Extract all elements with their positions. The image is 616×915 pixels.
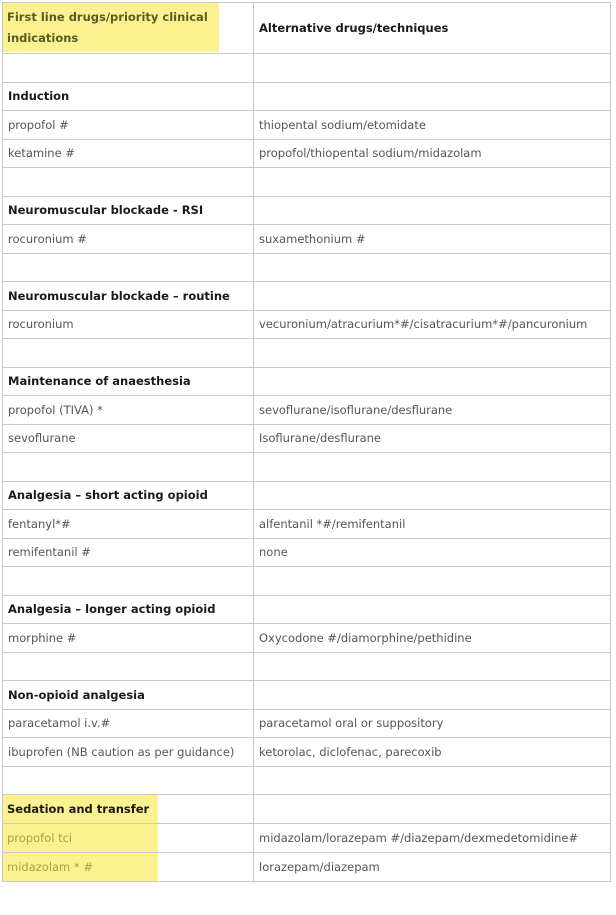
table-row [3, 225, 611, 254]
section-row [3, 82, 611, 111]
spacer-row [3, 567, 611, 596]
first-line-cell [3, 168, 254, 197]
alternative-cell: propofol/thiopental sodium/midazolam [254, 139, 611, 168]
first-line-cell: sevoflurane [3, 424, 254, 453]
alternative-cell [254, 766, 611, 795]
alternative-cell [254, 795, 611, 824]
alternative-cell [254, 453, 611, 482]
spacer-row [3, 652, 611, 681]
first-line-cell: ibuprofen (NB caution as per guidance) [3, 738, 254, 767]
alternative-cell [254, 681, 611, 710]
table-header-row [3, 3, 611, 54]
header-alternatives: Alternative drugs/techniques [254, 3, 611, 54]
table-row [3, 139, 611, 168]
drug-table [2, 2, 611, 882]
first-line-cell [3, 54, 254, 83]
first-line-cell: Maintenance of anaesthesia [3, 367, 254, 396]
first-line-cell: rocuronium [3, 310, 254, 339]
alternative-cell [254, 253, 611, 282]
alternative-cell: lorazepam/diazepam [254, 853, 611, 882]
spacer-row [3, 54, 611, 83]
first-line-cell: Induction [3, 82, 254, 111]
section-row [3, 595, 611, 624]
spacer-row [3, 766, 611, 795]
spacer-row [3, 168, 611, 197]
alternative-cell [254, 339, 611, 368]
table-row [3, 424, 611, 453]
first-line-cell: Analgesia – longer acting opioid [3, 595, 254, 624]
first-line-cell: fentanyl*# [3, 510, 254, 539]
table-row [3, 624, 611, 653]
first-line-cell: propofol # [3, 111, 254, 140]
alternative-cell [254, 196, 611, 225]
first-line-cell: remifentanil # [3, 538, 254, 567]
section-row [3, 681, 611, 710]
alternative-cell: thiopental sodium/etomidate [254, 111, 611, 140]
table-row [3, 709, 611, 738]
table-row [3, 538, 611, 567]
table-row [3, 510, 611, 539]
header-first-line-label: First line drugs/priority clinical indications [3, 3, 219, 52]
drug-table-body [3, 3, 611, 882]
table-row [3, 310, 611, 339]
first-line-cell [3, 824, 254, 853]
drug-table-container [2, 2, 610, 913]
first-line-cell [3, 253, 254, 282]
alternative-cell: paracetamol oral or suppository [254, 709, 611, 738]
alternative-cell [254, 481, 611, 510]
first-line-cell [3, 766, 254, 795]
table-row [3, 824, 611, 853]
alternative-cell: ketorolac, diclofenac, parecoxib [254, 738, 611, 767]
section-row [3, 795, 611, 824]
alternative-cell: Isoflurane/desflurane [254, 424, 611, 453]
alternative-cell: sevoflurane/isoflurane/desflurane [254, 396, 611, 425]
table-row [3, 738, 611, 767]
first-line-cell [3, 453, 254, 482]
alternative-cell: none [254, 538, 611, 567]
first-line-cell: morphine # [3, 624, 254, 653]
alternative-cell: midazolam/lorazepam #/diazepam/dexmedetomidine# [254, 824, 611, 853]
first-line-cell: Analgesia – short acting opioid [3, 481, 254, 510]
first-line-cell [3, 567, 254, 596]
first-line-cell: Non-opioid analgesia [3, 681, 254, 710]
alternative-cell: alfentanil *#/remifentanil [254, 510, 611, 539]
spacer-row [3, 453, 611, 482]
alternative-cell [254, 567, 611, 596]
table-row [3, 853, 611, 882]
table-row [3, 396, 611, 425]
first-line-cell: ketamine # [3, 139, 254, 168]
section-row [3, 282, 611, 311]
first-line-cell: rocuronium # [3, 225, 254, 254]
first-line-cell: Neuromuscular blockade - RSI [3, 196, 254, 225]
alternative-cell [254, 54, 611, 83]
alternative-cell [254, 282, 611, 311]
table-row [3, 111, 611, 140]
alternative-cell [254, 652, 611, 681]
first-line-cell [3, 853, 254, 882]
spacer-row [3, 253, 611, 282]
first-line-cell: paracetamol i.v.# [3, 709, 254, 738]
first-line-cell [3, 795, 254, 824]
first-line-cell [3, 652, 254, 681]
alternative-cell: Oxycodone #/diamorphine/pethidine [254, 624, 611, 653]
alternative-cell: vecuronium/atracurium*#/cisatracurium*#/pancuronium [254, 310, 611, 339]
alternative-cell [254, 367, 611, 396]
header-first-line [3, 3, 254, 54]
alternative-cell [254, 168, 611, 197]
first-line-cell: propofol (TIVA) * [3, 396, 254, 425]
section-row [3, 481, 611, 510]
highlighted-label: Sedation and transfer [3, 795, 158, 823]
section-row [3, 196, 611, 225]
highlighted-label: propofol tci [3, 824, 158, 852]
alternative-cell: suxamethonium # [254, 225, 611, 254]
spacer-row [3, 339, 611, 368]
alternative-cell [254, 595, 611, 624]
alternative-cell [254, 82, 611, 111]
highlighted-label: midazolam * # [3, 853, 158, 881]
first-line-cell [3, 339, 254, 368]
first-line-cell: Neuromuscular blockade – routine [3, 282, 254, 311]
section-row [3, 367, 611, 396]
